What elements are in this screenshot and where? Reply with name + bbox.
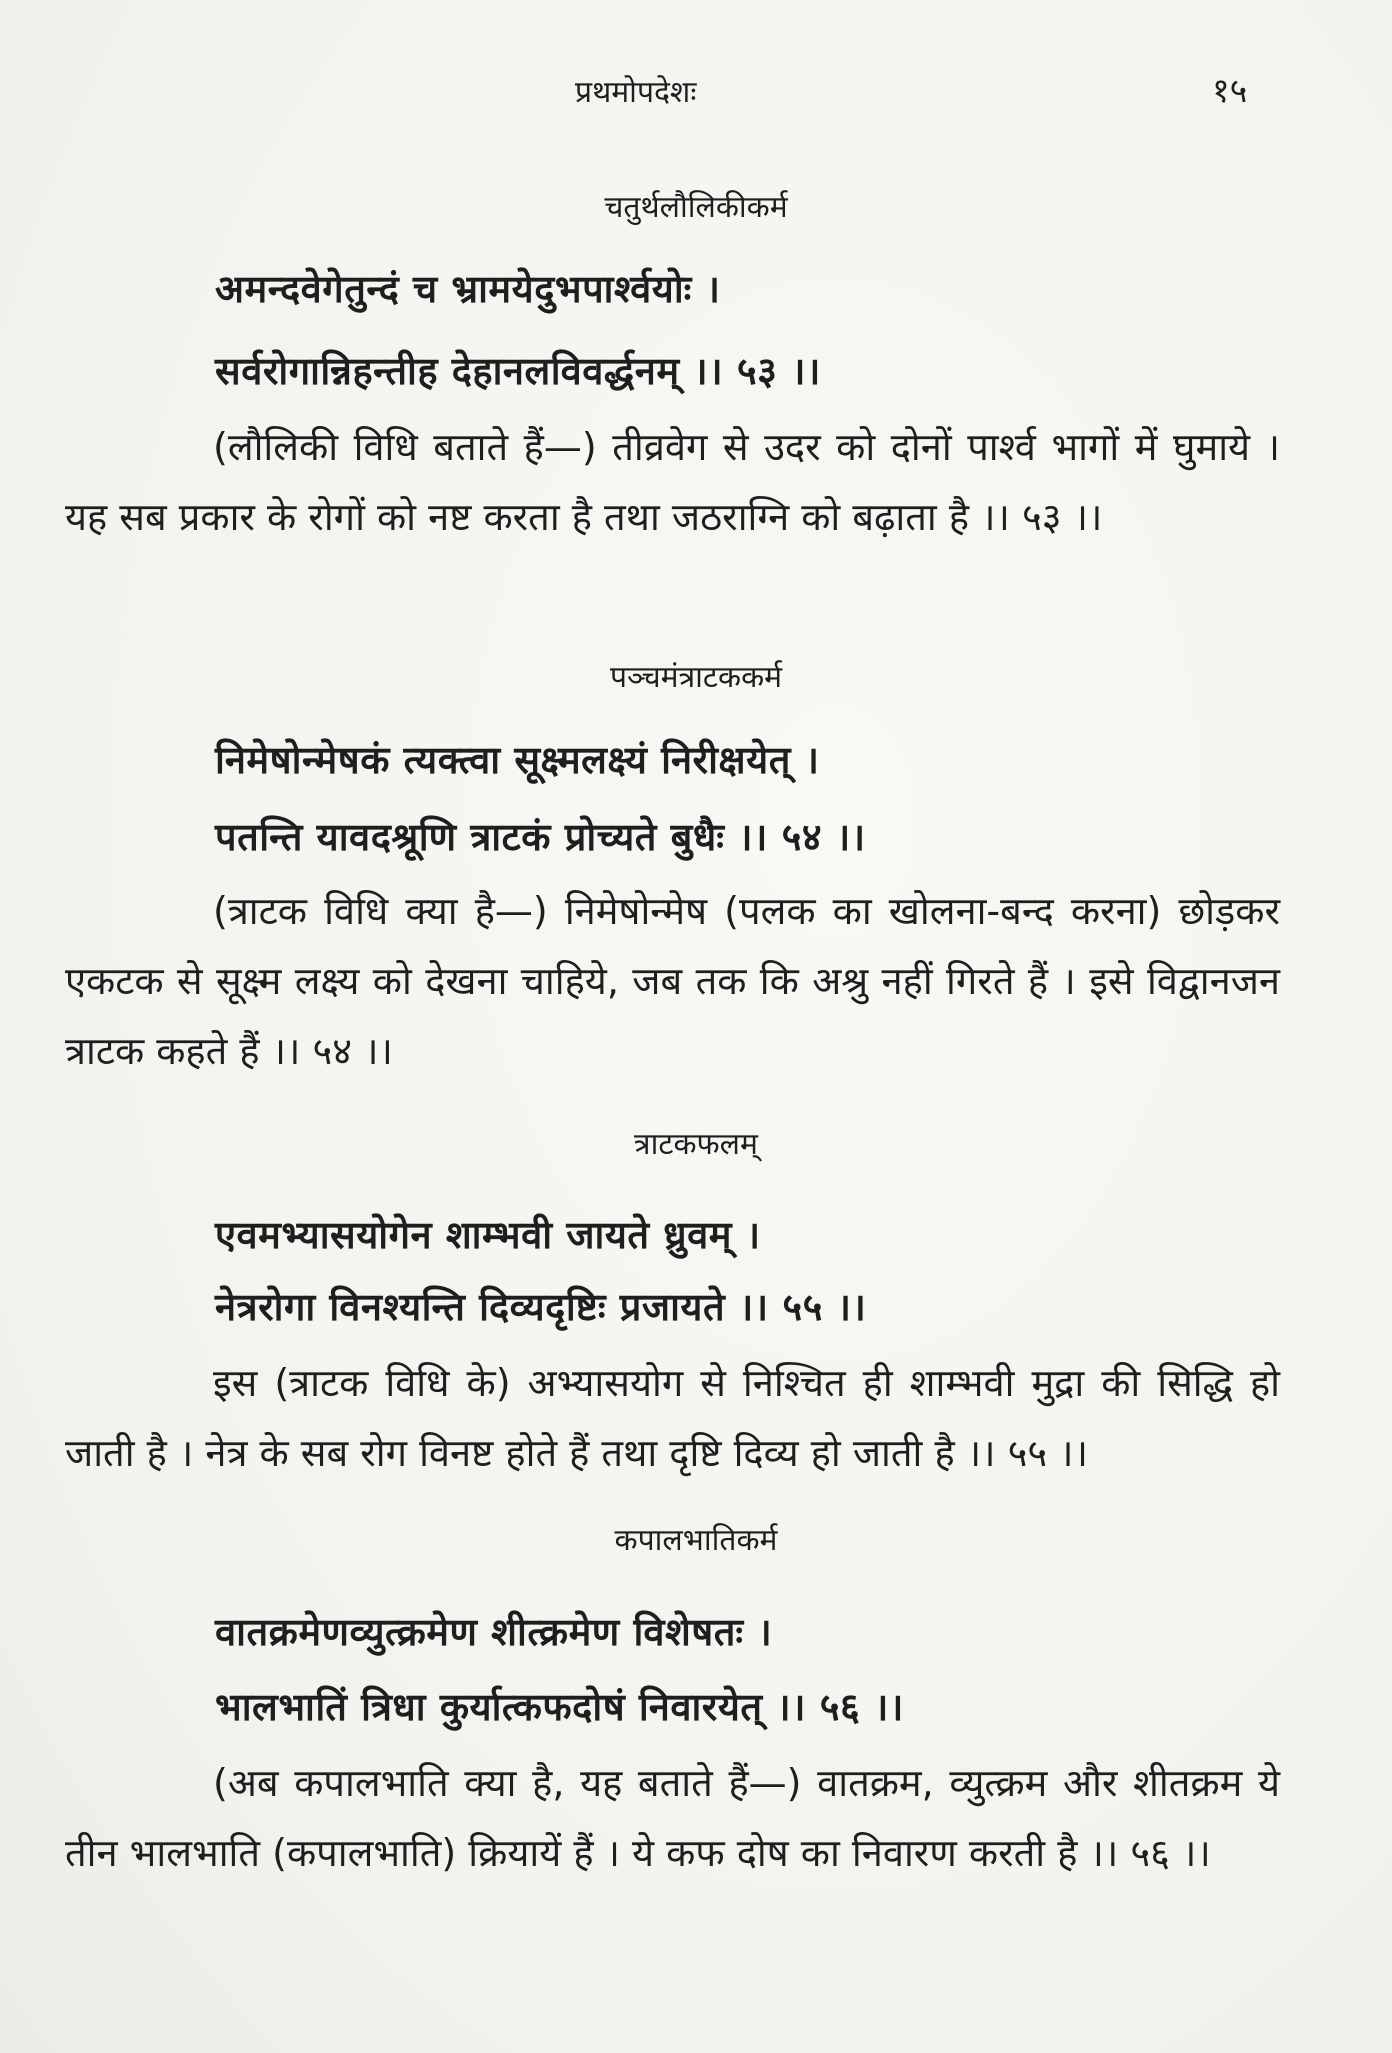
section-title: पञ्चमंत्राटककर्म [609,660,783,695]
verse-line: पतन्ति यावदश्रूणि त्राटकं प्रोच्यते बुधैः ।। ५४ ।। [215,815,866,859]
verse-line: भालभातिं त्रिधा कुर्यात्कफदोषं निवारयेत् ।। ५६ ।। [215,1685,904,1729]
page-number: १५ [1212,71,1248,111]
running-head: प्रथमोपदेशः [575,75,697,110]
verse-line: नेत्ररोगा विनश्यन्ति दिव्यदृष्टिः प्रजायते ।। ५५ ।। [215,1285,867,1329]
commentary: (लौलिकी विधि बताते हैं—) तीव्रवेग से उदर को दोनों पार्श्व भागों में घुमाये । यह सब प्रकार के रोगों को नष्ट करता है तथा जठराग्नि को बढ़ाता है ।। ५३ ।। [65,425,1280,539]
verse-line: वातक्रमेणव्युत्क्रमेण शीत्क्रमेण विशेषतः । [215,1610,773,1654]
verse-line: अमन्दवेगेतुन्दं च भ्रामयेदुभपार्श्वयोः । [215,267,721,311]
verse-line: निमेषोन्मेषकं त्यक्त्वा सूक्ष्मलक्ष्यं निरीक्षयेत् । [215,738,820,782]
section-title: चतुर्थलौलिकीकर्म [604,190,788,225]
section-title: त्राटकफलम् [634,1127,758,1162]
commentary: इस (त्राटक विधि के) अभ्यासयोग से निश्चित ही शाम्भवी मुद्रा की सिद्धि हो जाती है । नेत्र के सब रोग विनष्ट होते हैं तथा दृष्टि दिव्य हो जाती है ।। ५५ ।। [65,1361,1280,1475]
verse-line: एवमभ्यासयोगेन शाम्भवी जायते ध्रुवम् । [215,1213,761,1257]
commentary: (अब कपालभाति क्या है, यह बताते हैं—) वातक्रम, व्युत्क्रम और शीतक्रम ये तीन भालभाति (कपालभाति) क्रियायें हैं । ये कफ दोष का निवारण करती है ।। ५६ ।। [65,1761,1280,1875]
commentary: (त्राटक विधि क्या है—) निमेषोन्मेष (पलक का खोलना-बन्द करना) छोड़कर एकटक से सूक्ष्म लक्ष्य को देखना चाहिये, जब तक कि अश्रु नहीं गिरते हैं । इसे विद्वानजन त्राटक कहते हैं ।। ५४ ।। [65,889,1280,1073]
verse-line: सर्वरोगान्निहन्तीह देहानलविवर्द्धनम् ।। ५३ ।। [215,349,821,393]
section-title: कपालभातिकर्म [614,1523,778,1558]
